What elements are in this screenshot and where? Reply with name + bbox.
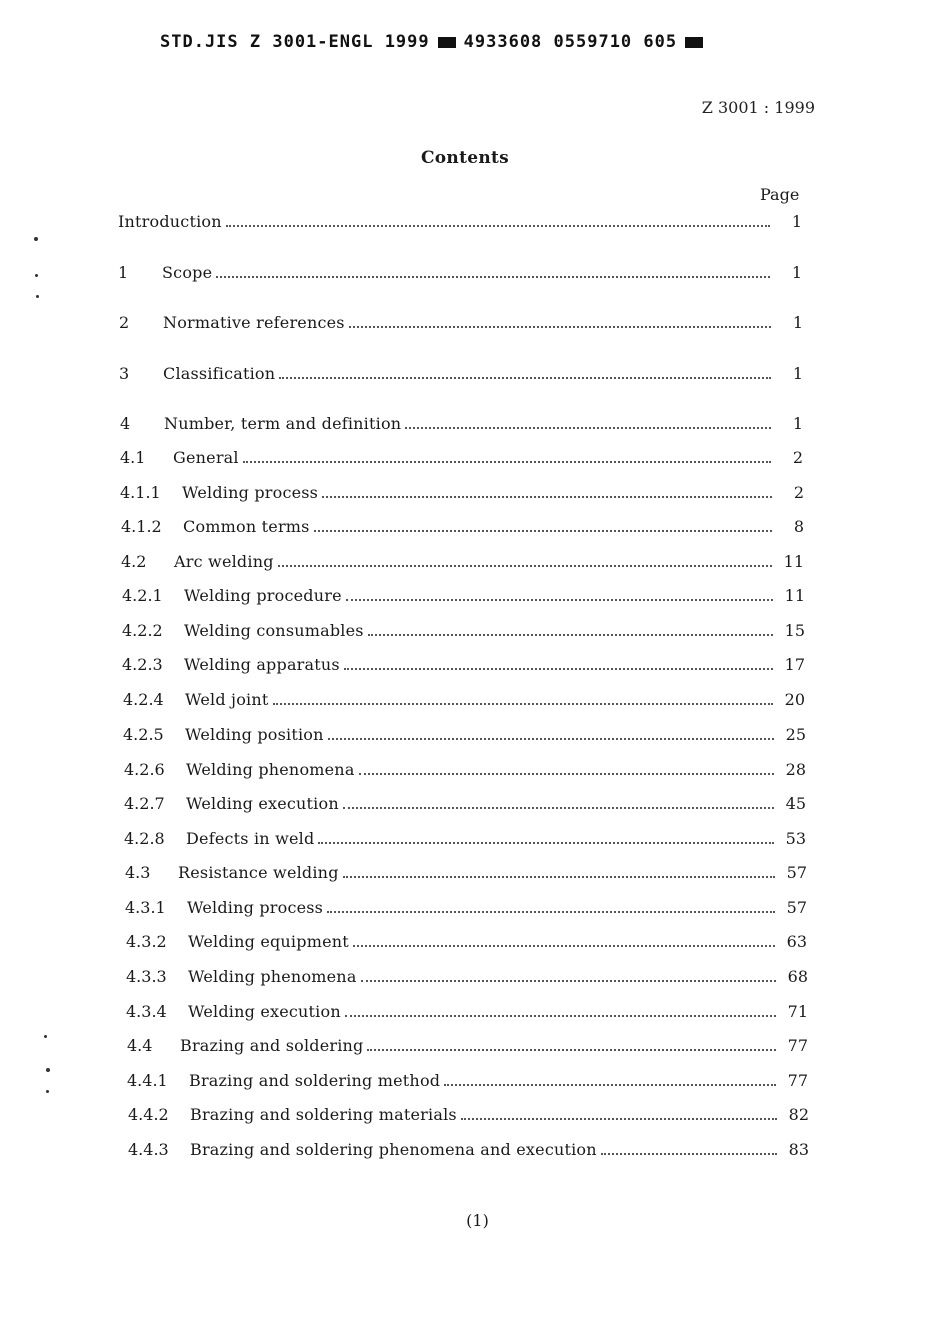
toc-entry [122,586,805,608]
toc-entry-title: Welding position [185,725,324,744]
toc-entry [123,690,805,712]
document-number: Z 3001 : 1999 [701,98,815,117]
toc-entry-page: 1 [792,414,803,433]
toc-entry [127,1071,808,1093]
toc-entry-number: 4.1.1 [120,483,161,502]
toc-entry-page: 77 [787,1036,808,1055]
toc-dot-leader [368,634,773,636]
header-black-block [438,37,456,48]
toc-entry [119,364,803,386]
toc-entry-page: 63 [786,932,807,951]
toc-entry [124,760,806,782]
toc-entry-page: 1 [792,313,803,332]
toc-entry [121,517,804,539]
toc-dot-leader [601,1153,777,1155]
toc-dot-leader [345,1015,776,1017]
toc-entry [125,863,807,885]
toc-entry [119,313,803,335]
toc-entry-title: Brazing and soldering materials [190,1105,457,1124]
toc-entry-title: Welding consumables [184,621,364,640]
toc-dot-leader [359,773,774,775]
toc-entry-number: 4.4.3 [128,1140,169,1159]
toc-entry [120,483,804,505]
toc-dot-leader [216,276,770,278]
toc-entry-number: 4.2 [121,552,147,571]
toc-entry-title: Introduction [118,212,222,231]
toc-entry-number: 4.3 [125,863,151,882]
toc-entry-number: 1 [118,263,129,282]
toc-entry-page: 83 [788,1140,809,1159]
toc-dot-leader [405,427,771,429]
toc-dot-leader [279,377,771,379]
toc-entry-page: 11 [784,586,805,605]
toc-entry-title: Welding execution [186,794,339,813]
footer-page-number: (1) [466,1211,489,1230]
toc-entry-title: Defects in weld [186,829,315,848]
toc-dot-leader [344,668,773,670]
scan-speck [46,1090,49,1093]
header-standard-code: STD.JIS Z 3001-ENGL 1999 [160,32,430,52]
toc-entry-page: 2 [792,448,803,467]
toc-entry-title: Weld joint [185,690,269,709]
toc-entry [122,621,805,643]
toc-entry [124,829,806,851]
toc-entry-page: 45 [785,794,806,813]
toc-entry-title: General [173,448,239,467]
toc-entry-number: 4.4.2 [128,1105,169,1124]
toc-dot-leader [349,326,771,328]
toc-entry-number: 4.4 [127,1036,153,1055]
toc-entry-page: 77 [787,1071,808,1090]
toc-entry-number: 4.3.2 [126,932,167,951]
toc-entry [127,1036,808,1058]
toc-entry [121,552,804,574]
scan-speck [44,1035,47,1038]
toc-entry [120,448,803,470]
toc-entry [118,212,802,234]
toc-entry-title: Welding process [182,483,319,502]
toc-entry-title: Welding phenomena [188,967,357,986]
toc-entry [128,1105,809,1127]
toc-entry-page: 57 [786,898,807,917]
toc-dot-leader [318,842,774,844]
toc-entry-title: Welding process [187,898,324,917]
header-serial-code: 4933608 0559710 605 [463,32,678,52]
toc-dot-leader [327,911,775,913]
toc-entry [124,794,806,816]
scan-speck [35,274,38,277]
toc-dot-leader [273,703,774,705]
toc-entry-number: 4.2.2 [122,621,163,640]
toc-entry-title: Welding equipment [188,932,349,951]
page-column-heading: Page [760,185,800,204]
toc-entry-title: Welding apparatus [184,655,340,674]
toc-entry-number: 4.2.4 [123,690,164,709]
toc-entry-title: Welding phenomena [186,760,355,779]
toc-entry-page: 1 [792,364,803,383]
toc-dot-leader [444,1084,776,1086]
toc-entry-number: 4.3.1 [125,898,166,917]
toc-entry [126,1002,808,1024]
toc-entry-title: Welding procedure [184,586,342,605]
toc-entry-page: 1 [791,263,802,282]
toc-entry-title: Brazing and soldering phenomena and execution [190,1140,597,1159]
toc-entry [125,898,807,920]
scan-speck [36,295,39,298]
toc-entry [126,932,807,954]
scan-speck [34,237,38,241]
toc-entry-title: Scope [162,263,213,282]
toc-entry-number: 4.2.3 [122,655,163,674]
toc-entry-page: 1 [791,212,802,231]
scan-speck [46,1068,50,1072]
toc-dot-leader [243,461,771,463]
toc-entry [122,655,805,677]
toc-dot-leader [322,496,772,498]
toc-dot-leader [328,738,774,740]
toc-entry-page: 2 [793,483,804,502]
toc-entry-number: 4.1 [120,448,146,467]
toc-entry [118,263,802,285]
toc-entry-number: 4.3.3 [126,967,167,986]
toc-entry-number: 4.4.1 [127,1071,168,1090]
toc-entry-title: Normative references [163,313,345,332]
toc-entry [126,967,808,989]
toc-entry-title: Resistance welding [178,863,339,882]
toc-dot-leader [343,807,774,809]
toc-entry-page: 68 [787,967,808,986]
toc-entry-page: 53 [785,829,806,848]
toc-entry-number: 3 [119,364,130,383]
toc-dot-leader [353,945,775,947]
toc-dot-leader [343,876,775,878]
contents-title: Contents [420,148,510,168]
toc-entry-number: 2 [119,313,130,332]
toc-entry-title: Classification [163,364,276,383]
toc-entry-page: 20 [784,690,805,709]
toc-dot-leader [226,225,770,227]
toc-entry-number: 4.2.1 [122,586,163,605]
toc-entry-number: 4.1.2 [121,517,162,536]
toc-entry-number: 4.2.6 [124,760,165,779]
toc-entry-page: 71 [787,1002,808,1021]
toc-entry [128,1140,809,1162]
toc-entry-title: Arc welding [174,552,274,571]
toc-entry-page: 28 [785,760,806,779]
toc-entry-page: 57 [786,863,807,882]
toc-dot-leader [278,565,772,567]
toc-entry-number: 4.2.7 [124,794,165,813]
toc-entry-page: 8 [793,517,804,536]
toc-entry-title: Brazing and soldering [180,1036,364,1055]
toc-entry-page: 25 [785,725,806,744]
toc-entry-number: 4.3.4 [126,1002,167,1021]
toc-entry-title: Brazing and soldering method [189,1071,441,1090]
toc-dot-leader [346,599,773,601]
toc-dot-leader [361,980,776,982]
toc-entry-number: 4.2.5 [123,725,164,744]
toc-entry-page: 17 [784,655,805,674]
document-header-line [160,32,711,52]
toc-entry-page: 15 [784,621,805,640]
toc-dot-leader [461,1118,777,1120]
toc-entry [120,414,803,436]
toc-dot-leader [367,1049,776,1051]
toc-entry-page: 11 [783,552,804,571]
toc-entry-page: 82 [788,1105,809,1124]
toc-entry-title: Welding execution [188,1002,341,1021]
toc-entry-number: 4 [120,414,131,433]
toc-entry-title: Number, term and definition [164,414,402,433]
toc-entry-title: Common terms [183,517,310,536]
toc-entry-number: 4.2.8 [124,829,165,848]
toc-entry [123,725,806,747]
header-black-block-end [685,37,703,48]
toc-dot-leader [314,530,772,532]
